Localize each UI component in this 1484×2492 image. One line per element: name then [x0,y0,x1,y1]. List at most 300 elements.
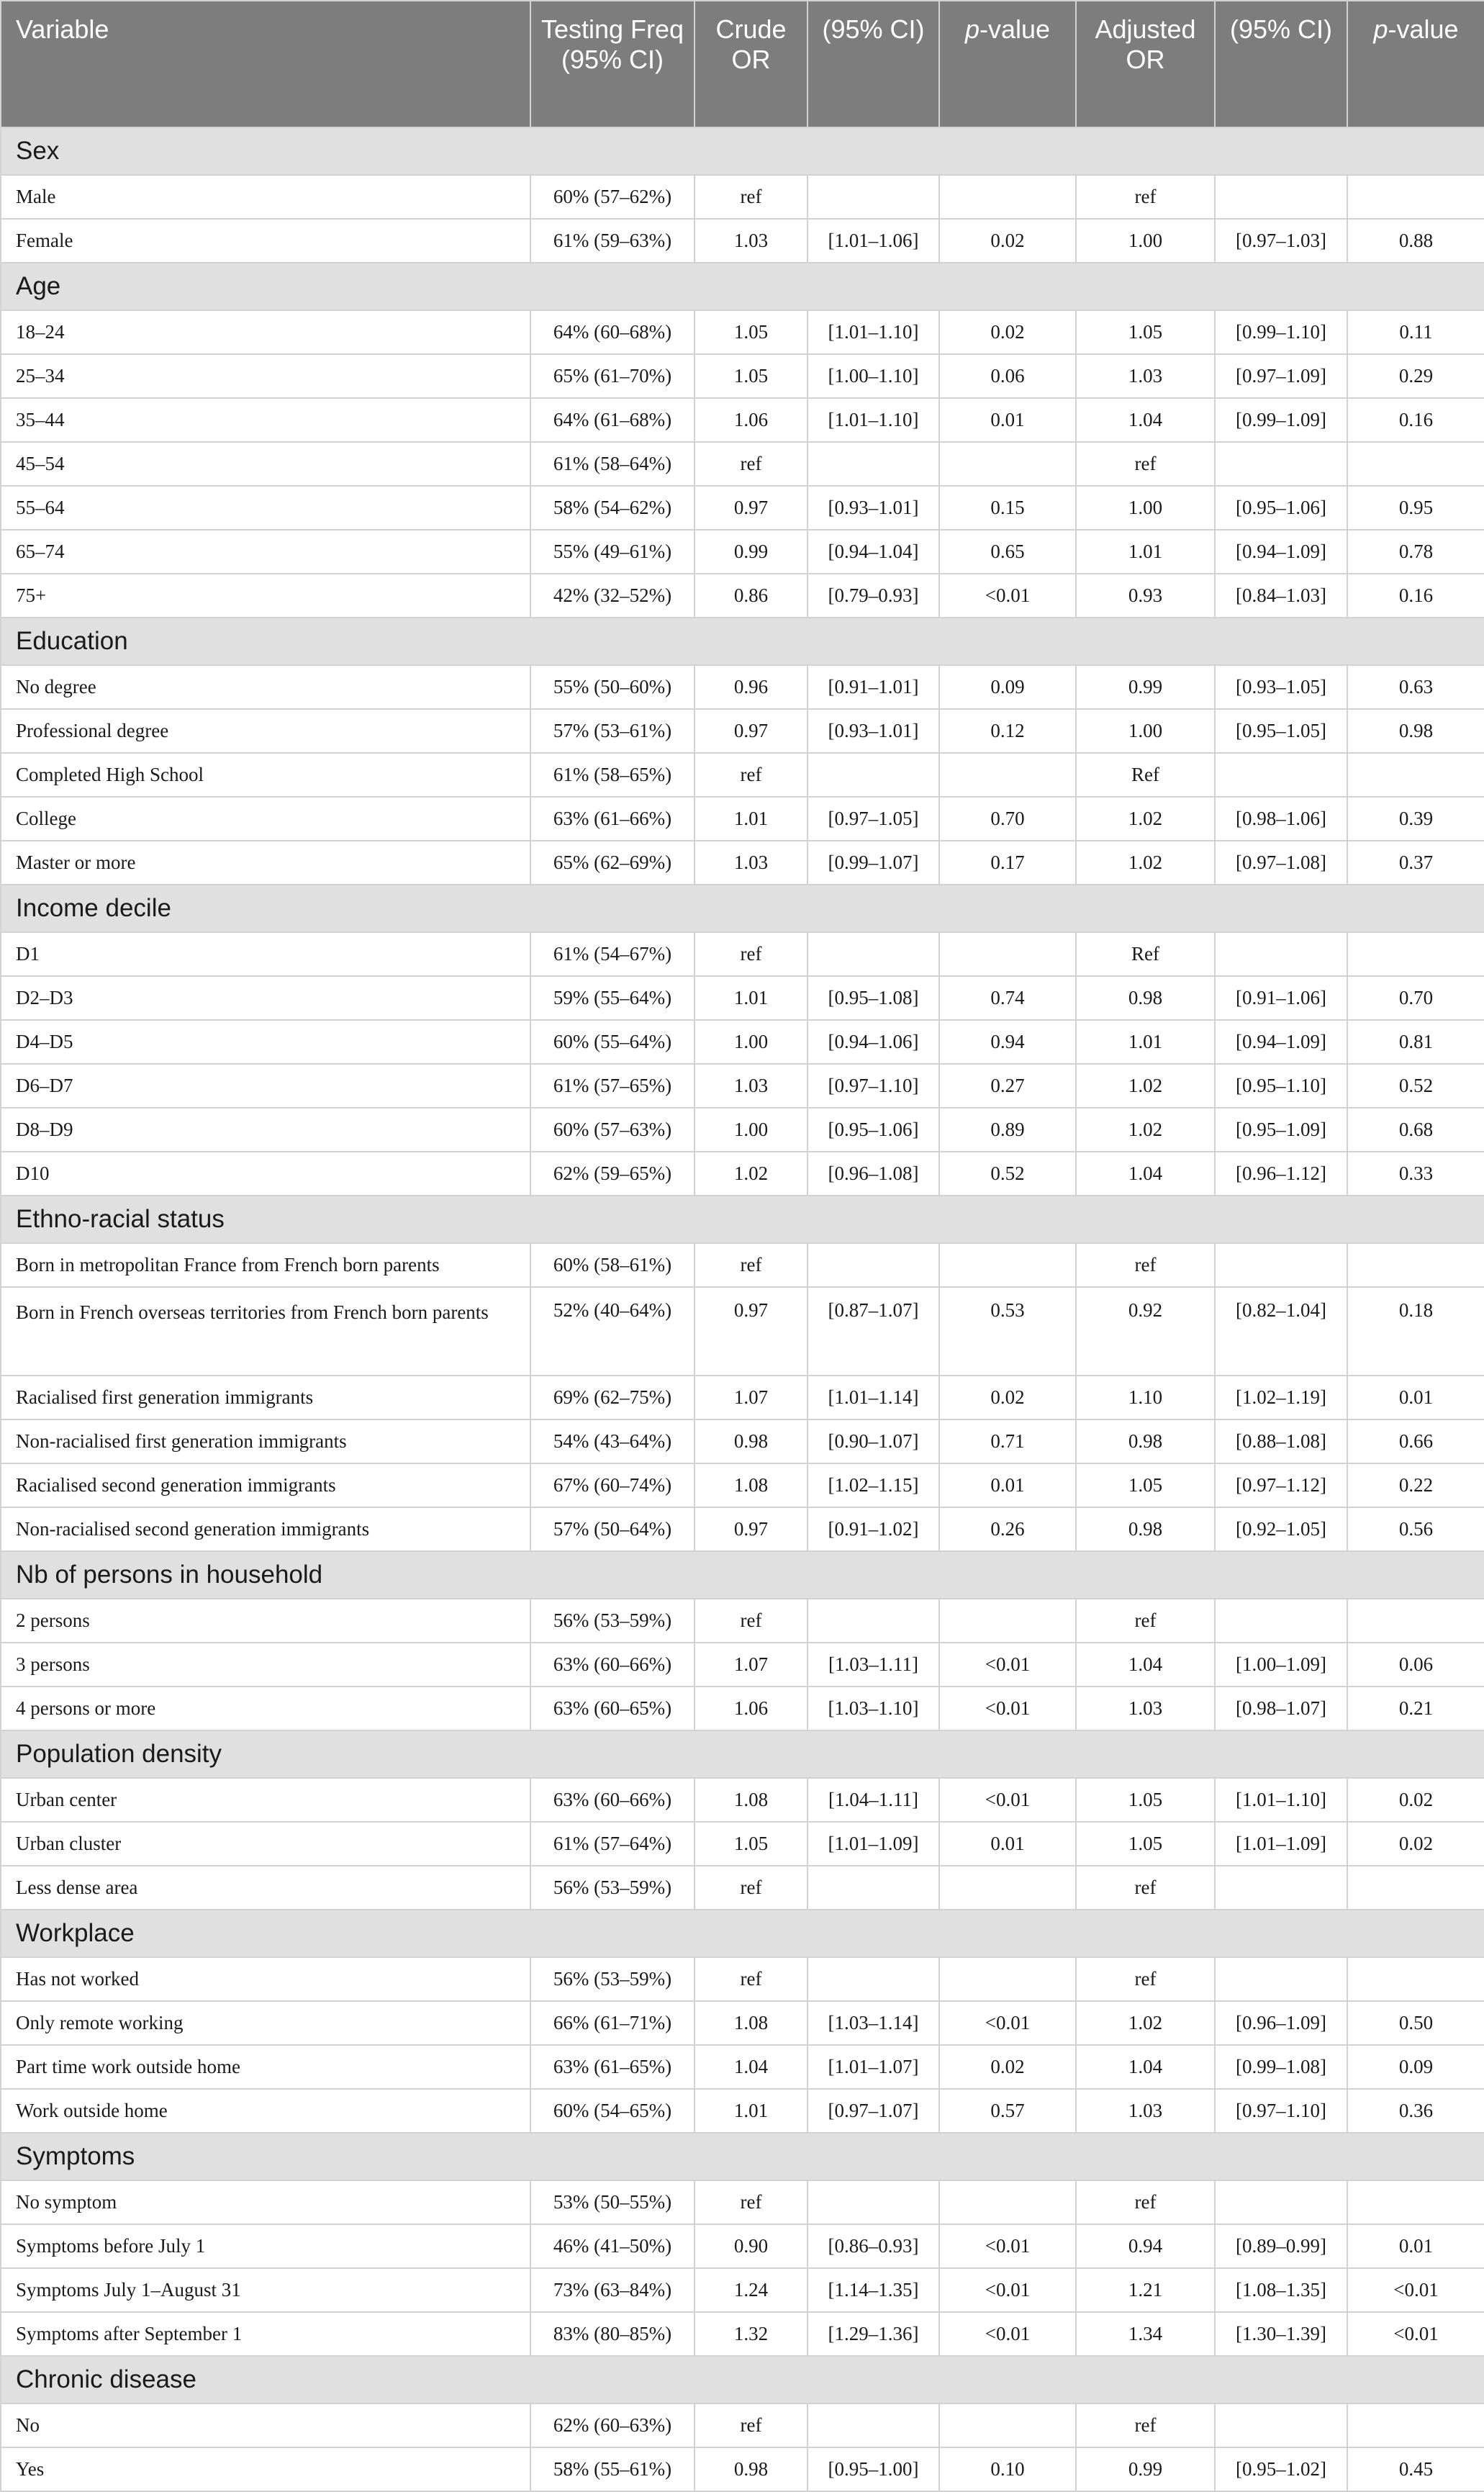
cell-crude-or: 1.03 [695,219,807,263]
cell-testing-freq: 52% (40–64%) [530,1287,695,1376]
cell-crude-ci: [1.14–1.35] [807,2268,939,2312]
cell-testing-freq: 64% (60–68%) [530,310,695,354]
cell-crude-ci: [1.03–1.11] [807,1643,939,1687]
cell-testing-freq: 65% (62–69%) [530,841,695,885]
cell-variable: 18–24 [1,310,530,354]
cell-adjusted-p-value: 0.50 [1347,2001,1484,2045]
cell-crude-p-value [939,932,1076,976]
cell-variable: Female [1,219,530,263]
cell-crude-p-value: 0.27 [939,1064,1076,1108]
table-row [1,1778,1484,1822]
cell-adjusted-or: 1.04 [1076,1643,1215,1687]
cell-adjusted-ci: [0.88–1.08] [1215,1419,1347,1463]
cell-adjusted-ci: [1.02–1.19] [1215,1376,1347,1419]
cell-testing-freq: 60% (55–64%) [530,1020,695,1064]
cell-crude-ci: [0.93–1.01] [807,709,939,753]
cell-crude-ci: [1.03–1.10] [807,1687,939,1730]
cell-adjusted-or: ref [1076,2403,1215,2447]
table-row [1,1957,1484,2001]
cell-testing-freq: 61% (59–63%) [530,219,695,263]
cell-testing-freq: 61% (54–67%) [530,932,695,976]
cell-adjusted-or: ref [1076,1957,1215,2001]
cell-crude-or: 1.01 [695,2089,807,2133]
cell-variable: No [1,2403,530,2447]
cell-variable: Born in French overseas territories from French born parents [1,1287,530,1376]
cell-adjusted-ci [1215,1866,1347,1910]
table-body [1,127,1484,2491]
cell-adjusted-ci: [1.08–1.35] [1215,2268,1347,2312]
cell-adjusted-ci: [0.95–1.06] [1215,486,1347,530]
cell-crude-ci: [0.86–0.93] [807,2224,939,2268]
group-row-education [1,618,1484,665]
cell-adjusted-p-value [1347,442,1484,486]
table-row [1,1599,1484,1643]
group-row-workplace [1,1910,1484,1957]
cell-crude-ci: [1.03–1.14] [807,2001,939,2045]
cell-testing-freq: 61% (58–65%) [530,753,695,797]
cell-adjusted-p-value: 0.88 [1347,219,1484,263]
cell-adjusted-ci: [0.99–1.08] [1215,2045,1347,2089]
group-row-density [1,1730,1484,1778]
cell-adjusted-ci: [0.96–1.09] [1215,2001,1347,2045]
cell-testing-freq: 42% (32–52%) [530,574,695,618]
cell-adjusted-p-value: 0.29 [1347,354,1484,398]
cell-crude-ci: [0.95–1.00] [807,2447,939,2491]
cell-adjusted-or: ref [1076,1243,1215,1287]
cell-crude-p-value: 0.01 [939,398,1076,442]
header-adjusted-ci: (95% CI) [1215,1,1347,127]
cell-adjusted-p-value: 0.56 [1347,1507,1484,1551]
cell-crude-p-value: 0.02 [939,2045,1076,2089]
cell-adjusted-or: 1.00 [1076,486,1215,530]
cell-variable: D6–D7 [1,1064,530,1108]
cell-crude-p-value [939,442,1076,486]
table-row [1,2312,1484,2356]
cell-crude-or: 0.86 [695,574,807,618]
cell-adjusted-ci: [0.95–1.10] [1215,1064,1347,1108]
header-testing-freq: Testing Freq (95% CI) [530,1,695,127]
table-row [1,1866,1484,1910]
cell-variable: Non-racialised second generation immigrants [1,1507,530,1551]
table-row [1,1243,1484,1287]
cell-crude-ci: [0.79–0.93] [807,574,939,618]
cell-adjusted-or: 0.99 [1076,665,1215,709]
cell-crude-ci [807,2403,939,2447]
group-row-income [1,885,1484,932]
cell-crude-p-value: <0.01 [939,2224,1076,2268]
cell-adjusted-ci: [0.98–1.07] [1215,1687,1347,1730]
cell-crude-or: 0.96 [695,665,807,709]
cell-testing-freq: 62% (59–65%) [530,1152,695,1196]
cell-crude-p-value: 0.70 [939,797,1076,841]
cell-crude-or: ref [695,442,807,486]
cell-variable: 55–64 [1,486,530,530]
cell-crude-or: 1.06 [695,398,807,442]
cell-variable: D8–D9 [1,1108,530,1152]
cell-adjusted-or: ref [1076,1866,1215,1910]
cell-variable: 35–44 [1,398,530,442]
cell-variable: Professional degree [1,709,530,753]
cell-adjusted-p-value: <0.01 [1347,2268,1484,2312]
cell-variable: Less dense area [1,1866,530,1910]
cell-adjusted-p-value: 0.01 [1347,2224,1484,2268]
cell-variable: Urban cluster [1,1822,530,1866]
cell-crude-ci: [1.02–1.15] [807,1463,939,1507]
cell-adjusted-ci: [0.96–1.12] [1215,1152,1347,1196]
cell-crude-ci: [0.96–1.08] [807,1152,939,1196]
cell-crude-ci: [1.00–1.10] [807,354,939,398]
cell-crude-or: 1.07 [695,1376,807,1419]
cell-crude-p-value [939,1866,1076,1910]
cell-adjusted-ci [1215,753,1347,797]
cell-crude-or: 1.02 [695,1152,807,1196]
cell-testing-freq: 63% (60–65%) [530,1687,695,1730]
cell-adjusted-p-value [1347,1243,1484,1287]
cell-crude-p-value: <0.01 [939,1643,1076,1687]
table-row [1,1287,1484,1376]
cell-crude-ci: [1.01–1.09] [807,1822,939,1866]
cell-variable: College [1,797,530,841]
cell-testing-freq: 57% (53–61%) [530,709,695,753]
cell-variable: Work outside home [1,2089,530,2133]
cell-crude-p-value [939,753,1076,797]
cell-adjusted-p-value: 0.21 [1347,1687,1484,1730]
cell-adjusted-or: 1.10 [1076,1376,1215,1419]
cell-testing-freq: 56% (53–59%) [530,1599,695,1643]
table-row [1,2180,1484,2224]
cell-crude-ci: [0.91–1.02] [807,1507,939,1551]
cell-adjusted-or: 0.93 [1076,574,1215,618]
cell-adjusted-p-value: 0.02 [1347,1778,1484,1822]
cell-testing-freq: 65% (61–70%) [530,354,695,398]
cell-crude-ci: [0.97–1.07] [807,2089,939,2133]
cell-adjusted-p-value: 0.36 [1347,2089,1484,2133]
cell-adjusted-or: 1.02 [1076,841,1215,885]
cell-adjusted-or: 0.92 [1076,1287,1215,1376]
group-row-household [1,1551,1484,1599]
cell-adjusted-p-value [1347,1866,1484,1910]
table-row [1,1152,1484,1196]
cell-crude-or: 1.24 [695,2268,807,2312]
table-row [1,1822,1484,1866]
cell-testing-freq: 73% (63–84%) [530,2268,695,2312]
table-row [1,2403,1484,2447]
cell-variable: No degree [1,665,530,709]
cell-variable: Yes [1,2447,530,2491]
cell-adjusted-ci: [0.97–1.03] [1215,219,1347,263]
cell-variable: Master or more [1,841,530,885]
cell-testing-freq: 58% (54–62%) [530,486,695,530]
cell-crude-or: 1.08 [695,1778,807,1822]
cell-adjusted-ci [1215,1599,1347,1643]
cell-testing-freq: 55% (49–61%) [530,530,695,574]
cell-variable: 3 persons [1,1643,530,1687]
cell-crude-or: 1.07 [695,1643,807,1687]
cell-adjusted-ci: [0.97–1.08] [1215,841,1347,885]
table-row [1,442,1484,486]
cell-crude-or: 1.32 [695,2312,807,2356]
cell-adjusted-or: 1.02 [1076,1108,1215,1152]
cell-testing-freq: 61% (57–64%) [530,1822,695,1866]
header-row [1,1,1484,127]
cell-crude-or: ref [695,753,807,797]
cell-crude-ci [807,753,939,797]
cell-crude-p-value: 0.01 [939,1822,1076,1866]
cell-testing-freq: 54% (43–64%) [530,1419,695,1463]
cell-crude-p-value: 0.71 [939,1419,1076,1463]
cell-crude-or: 1.01 [695,797,807,841]
cell-crude-p-value: 0.74 [939,976,1076,1020]
cell-adjusted-ci: [1.01–1.09] [1215,1822,1347,1866]
cell-testing-freq: 56% (53–59%) [530,1866,695,1910]
cell-variable: 45–54 [1,442,530,486]
cell-variable: Racialised first generation immigrants [1,1376,530,1419]
cell-adjusted-or: 1.02 [1076,1064,1215,1108]
cell-crude-or: 0.97 [695,1287,807,1376]
cell-adjusted-p-value: 0.66 [1347,1419,1484,1463]
cell-testing-freq: 60% (57–62%) [530,175,695,219]
cell-testing-freq: 60% (54–65%) [530,2089,695,2133]
cell-crude-or: ref [695,1866,807,1910]
cell-crude-ci: [1.01–1.14] [807,1376,939,1419]
cell-crude-ci: [0.99–1.07] [807,841,939,885]
cell-crude-or: ref [695,1599,807,1643]
cell-adjusted-or: 1.03 [1076,1687,1215,1730]
cell-testing-freq: 46% (41–50%) [530,2224,695,2268]
cell-crude-p-value: 0.65 [939,530,1076,574]
cell-crude-or: ref [695,2403,807,2447]
cell-adjusted-p-value: 0.16 [1347,574,1484,618]
cell-crude-or: 1.03 [695,841,807,885]
group-title: Ethno-racial status [1,1196,1484,1243]
cell-variable: Born in metropolitan France from French born parents [1,1243,530,1287]
cell-adjusted-ci: [0.95–1.05] [1215,709,1347,753]
cell-adjusted-p-value: 0.18 [1347,1287,1484,1376]
cell-crude-ci: [1.04–1.11] [807,1778,939,1822]
cell-adjusted-ci [1215,1243,1347,1287]
cell-crude-p-value: <0.01 [939,2001,1076,2045]
cell-adjusted-ci: [1.00–1.09] [1215,1643,1347,1687]
cell-crude-ci [807,932,939,976]
cell-crude-ci: [0.93–1.01] [807,486,939,530]
cell-crude-ci: [0.97–1.05] [807,797,939,841]
cell-crude-p-value: 0.09 [939,665,1076,709]
cell-crude-ci [807,2180,939,2224]
cell-adjusted-ci: [1.30–1.39] [1215,2312,1347,2356]
cell-variable: Urban center [1,1778,530,1822]
cell-variable: Part time work outside home [1,2045,530,2089]
cell-adjusted-ci [1215,442,1347,486]
cell-adjusted-or: 1.05 [1076,1822,1215,1866]
cell-crude-ci: [1.01–1.06] [807,219,939,263]
cell-adjusted-ci: [0.97–1.09] [1215,354,1347,398]
cell-adjusted-or: 1.05 [1076,1778,1215,1822]
cell-variable: Non-racialised first generation immigrants [1,1419,530,1463]
cell-crude-or: 0.99 [695,530,807,574]
group-title: Nb of persons in household [1,1551,1484,1599]
cell-crude-p-value: 0.17 [939,841,1076,885]
cell-crude-or: ref [695,175,807,219]
table-row [1,841,1484,885]
cell-crude-p-value: <0.01 [939,1687,1076,1730]
cell-adjusted-ci: [0.84–1.03] [1215,574,1347,618]
table-row [1,219,1484,263]
cell-crude-or: 1.00 [695,1020,807,1064]
cell-variable: D1 [1,932,530,976]
cell-adjusted-p-value [1347,1599,1484,1643]
cell-testing-freq: 61% (57–65%) [530,1064,695,1108]
cell-crude-p-value: 0.02 [939,219,1076,263]
cell-adjusted-p-value [1347,1957,1484,2001]
cell-crude-ci [807,175,939,219]
cell-crude-p-value: 0.06 [939,354,1076,398]
cell-crude-p-value: 0.02 [939,310,1076,354]
cell-crude-or: 1.05 [695,354,807,398]
cell-testing-freq: 61% (58–64%) [530,442,695,486]
cell-adjusted-ci [1215,932,1347,976]
cell-crude-ci: [0.91–1.01] [807,665,939,709]
cell-adjusted-or: ref [1076,175,1215,219]
cell-adjusted-p-value: 0.16 [1347,398,1484,442]
cell-adjusted-p-value [1347,753,1484,797]
cell-adjusted-p-value: 0.06 [1347,1643,1484,1687]
cell-variable: 2 persons [1,1599,530,1643]
cell-crude-ci [807,1243,939,1287]
cell-adjusted-or: 1.02 [1076,797,1215,841]
cell-adjusted-p-value: <0.01 [1347,2312,1484,2356]
cell-crude-p-value [939,1599,1076,1643]
cell-testing-freq: 67% (60–74%) [530,1463,695,1507]
cell-variable: 65–74 [1,530,530,574]
cell-adjusted-or: 0.99 [1076,2447,1215,2491]
cell-crude-or: 1.08 [695,2001,807,2045]
cell-variable: Has not worked [1,1957,530,2001]
cell-crude-p-value [939,2180,1076,2224]
cell-crude-or: 1.01 [695,976,807,1020]
header-crude-ci: (95% CI) [807,1,939,127]
cell-adjusted-p-value: 0.02 [1347,1822,1484,1866]
header-crude-p-value [939,1,1076,127]
cell-adjusted-p-value: 0.98 [1347,709,1484,753]
p-suffix: -value [1388,14,1459,44]
cell-crude-ci: [0.95–1.06] [807,1108,939,1152]
table-row [1,1507,1484,1551]
cell-adjusted-or: 1.00 [1076,709,1215,753]
group-title: Education [1,618,1484,665]
cell-adjusted-p-value: 0.78 [1347,530,1484,574]
cell-crude-ci [807,1599,939,1643]
cell-adjusted-p-value: 0.70 [1347,976,1484,1020]
cell-adjusted-ci: [0.97–1.12] [1215,1463,1347,1507]
table-row [1,175,1484,219]
table-row [1,753,1484,797]
cell-crude-p-value [939,1243,1076,1287]
cell-adjusted-or: 1.34 [1076,2312,1215,2356]
cell-crude-p-value: 0.53 [939,1287,1076,1376]
table-row [1,1643,1484,1687]
group-title: Age [1,263,1484,310]
table-row [1,2268,1484,2312]
cell-crude-ci: [0.90–1.07] [807,1419,939,1463]
cell-testing-freq: 57% (50–64%) [530,1507,695,1551]
cell-adjusted-p-value: 0.81 [1347,1020,1484,1064]
cell-testing-freq: 55% (50–60%) [530,665,695,709]
table-row [1,1419,1484,1463]
header-variable: Variable [1,1,530,127]
cell-variable: Symptoms July 1–August 31 [1,2268,530,2312]
cell-testing-freq: 56% (53–59%) [530,1957,695,2001]
cell-adjusted-p-value: 0.11 [1347,310,1484,354]
group-title: Sex [1,127,1484,175]
cell-crude-or: ref [695,1957,807,2001]
cell-crude-or: 1.05 [695,310,807,354]
cell-adjusted-p-value [1347,2403,1484,2447]
cell-adjusted-or: 1.03 [1076,2089,1215,2133]
cell-crude-ci: [0.87–1.07] [807,1287,939,1376]
cell-adjusted-or: 0.94 [1076,2224,1215,2268]
table-row [1,530,1484,574]
cell-crude-ci: [0.95–1.08] [807,976,939,1020]
cell-adjusted-ci [1215,2180,1347,2224]
cell-testing-freq: 63% (60–66%) [530,1643,695,1687]
cell-adjusted-p-value: 0.39 [1347,797,1484,841]
cell-testing-freq: 53% (50–55%) [530,2180,695,2224]
table-row [1,2045,1484,2089]
cell-testing-freq: 83% (80–85%) [530,2312,695,2356]
table-row [1,486,1484,530]
cell-adjusted-ci [1215,175,1347,219]
cell-crude-p-value [939,2403,1076,2447]
cell-testing-freq: 66% (61–71%) [530,2001,695,2045]
table-row [1,1376,1484,1419]
cell-adjusted-or: 1.05 [1076,1463,1215,1507]
cell-testing-freq: 62% (60–63%) [530,2403,695,2447]
cell-crude-or: 0.90 [695,2224,807,2268]
table-row [1,310,1484,354]
table-row [1,2089,1484,2133]
cell-crude-p-value: 0.57 [939,2089,1076,2133]
cell-adjusted-or: 1.21 [1076,2268,1215,2312]
group-title: Income decile [1,885,1484,932]
cell-adjusted-p-value: 0.63 [1347,665,1484,709]
table-row [1,1463,1484,1507]
cell-adjusted-ci: [0.95–1.02] [1215,2447,1347,2491]
cell-adjusted-or: 0.98 [1076,976,1215,1020]
cell-variable: Only remote working [1,2001,530,2045]
cell-testing-freq: 63% (61–66%) [530,797,695,841]
cell-crude-p-value: 0.15 [939,486,1076,530]
cell-variable: Completed High School [1,753,530,797]
group-row-ethno-racial [1,1196,1484,1243]
cell-variable: D10 [1,1152,530,1196]
table-row [1,797,1484,841]
cell-adjusted-ci: [0.99–1.10] [1215,310,1347,354]
cell-crude-p-value [939,175,1076,219]
table-row [1,976,1484,1020]
cell-adjusted-or: ref [1076,442,1215,486]
cell-crude-p-value: <0.01 [939,574,1076,618]
group-title: Symptoms [1,2133,1484,2180]
cell-crude-ci [807,1866,939,1910]
cell-adjusted-or: ref [1076,1599,1215,1643]
p-suffix: -value [979,14,1051,44]
cell-crude-ci: [1.29–1.36] [807,2312,939,2356]
cell-crude-or: 1.00 [695,1108,807,1152]
cell-variable: D4–D5 [1,1020,530,1064]
cell-testing-freq: 64% (61–68%) [530,398,695,442]
cell-adjusted-or: Ref [1076,932,1215,976]
table-row [1,2447,1484,2491]
